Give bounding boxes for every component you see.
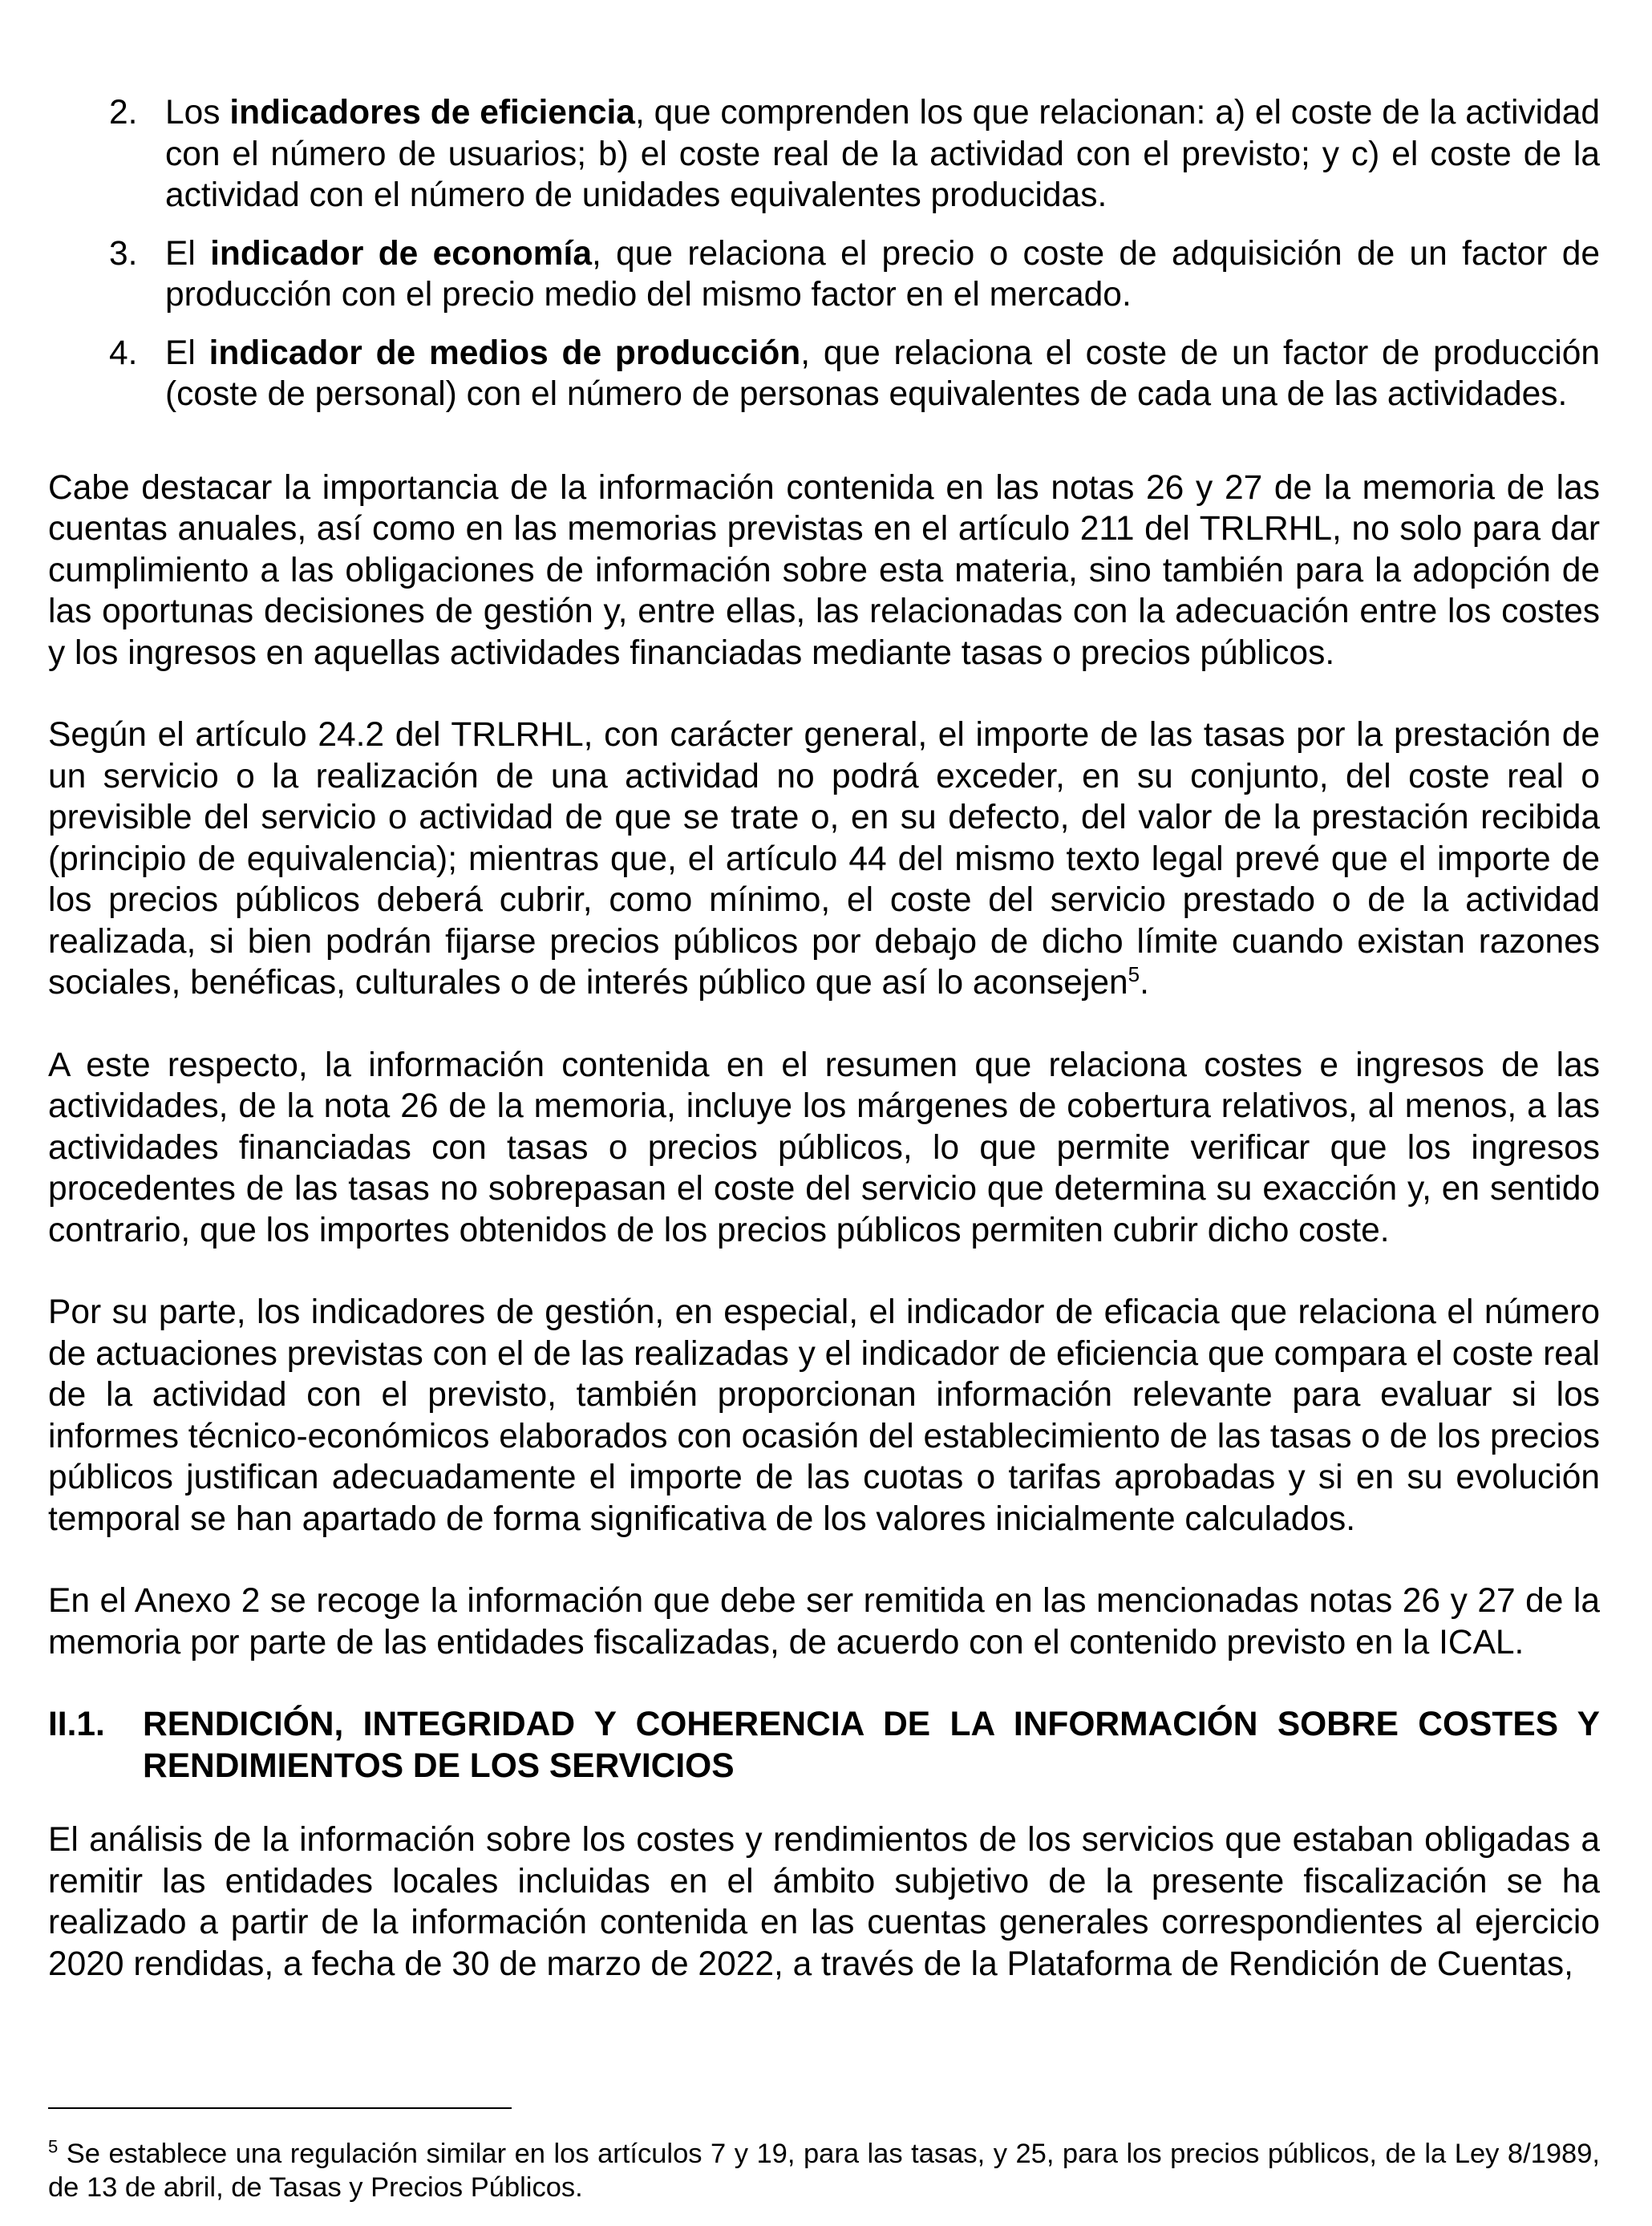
paragraph-articulo-24: Según el artículo 24.2 del TRLRHL, con carácter general, el importe de las tasas por la prestación de un servicio o la realización de una actividad no podrá exceder, en su conjunto, del coste real o previsible del servicio o actividad de que se trate o, en su defecto, del valor de la prestación recibida (principio de equivalencia); mientras que, el artículo 44 del mismo texto legal prevé que el importe de los precios públicos deberá cubrir, como mínimo, el coste del servicio prestado o de la actividad realizada, si bien podrán fijarse precios públicos por debajo de dicho límite cuando existan razones sociales, benéficas, culturales o de interés público que así lo aconsejen$^5$. bbox=[48, 716, 1600, 1002]
list-item-text: Los indicadores de eficiencia, que comprenden los que relacionan: a) el coste de la actividad con el número de usuarios; b) el coste real de la actividad con el previsto; y c) el coste de la actividad con el número de unidades equivalentes producidas. bbox=[165, 94, 1600, 214]
section-number: II.1. bbox=[48, 1706, 105, 1743]
list-item bbox=[48, 233, 1600, 316]
section-body: El análisis de la información sobre los costes y rendimientos de los servicios que estaban obligadas a remitir las entidades locales incluidas en el ámbito subjetivo de la presente fiscalización se ha realizado a partir de la información contenida en las cuentas generales correspondientes al ejercicio 2020 rendidas, a fecha de 30 de marzo de 2022, a través de la Plataforma de Rendición de Cuentas, bbox=[48, 1821, 1600, 1983]
footnote-text: Se establece una regulación similar en los artículos 7 y 19, para las tasas, y 25, para los precios públicos, de la Ley 8/1989, de 13 de abril, de Tasas y Precios Públicos. bbox=[48, 2139, 1600, 2203]
list-item-text: El indicador de economía, que relaciona el precio o coste de adquisición de un factor de producción con el precio medio del mismo factor en el mercado. bbox=[165, 234, 1600, 314]
list-item bbox=[48, 92, 1600, 217]
list-item bbox=[48, 333, 1600, 415]
list-item-number: 2. bbox=[109, 94, 138, 132]
section-title: RENDICIÓN, INTEGRIDAD Y COHERENCIA DE LA INFORMACIÓN SOBRE COSTES Y RENDIMIENTOS DE LOS SERVICIOS bbox=[143, 1706, 1600, 1785]
paragraph-margenes-cobertura: A este respecto, la información contenida en el resumen que relaciona costes e ingresos de las actividades, de la nota 26 de la memoria, incluye los márgenes de cobertura relativos, al menos, a las actividades financiadas con tasas o precios públicos, lo que permite verificar que los ingresos procedentes de las tasas no sobrepasan el coste del servicio que determina su exacción y, en sentido contrario, que los importes obtenidos de los precios públicos permiten cubrir dicho coste. bbox=[48, 1046, 1600, 1249]
indicator-list bbox=[48, 92, 1600, 415]
list-item-number: 4. bbox=[109, 334, 138, 372]
footnote-separator bbox=[48, 2107, 512, 2109]
paragraph-anexo-2: En el Anexo 2 se recoge la información que debe ser remitida en las mencionadas notas 26 y 27 de la memoria por parte de las entidades fiscalizadas, de acuerdo con el contenido previsto en la ICAL. bbox=[48, 1582, 1600, 1661]
list-item-term: indicador de economía bbox=[210, 234, 592, 273]
list-item-text: El indicador de medios de producción, que relaciona el coste de un factor de producción (coste de personal) con el número de personas equivalentes de cada una de las actividades. bbox=[165, 334, 1600, 413]
list-item-term: indicador de medios de producción bbox=[209, 334, 801, 372]
paragraph-indicadores-gestion: Por su parte, los indicadores de gestión, en especial, el indicador de eficacia que relaciona el número de actuaciones previstas con el de las realizadas y el indicador de eficiencia que compara el coste real de la actividad con el previsto, también proporcionan información relevante para evaluar si los informes técnico-económicos elaborados con ocasión del establecimiento de las tasas o de los precios públicos justifican adecuadamente el importe de las cuotas o tarifas aprobadas y si en su evolución temporal se han apartado de forma significativa de los valores inicialmente calculados. bbox=[48, 1293, 1600, 1538]
footnote-reference[interactable]: 5 bbox=[1128, 961, 1140, 986]
section-heading bbox=[48, 1704, 1600, 1787]
list-item-number: 3. bbox=[109, 234, 138, 273]
footnote bbox=[48, 2137, 1600, 2204]
footnote-marker: 5 bbox=[48, 2136, 59, 2157]
paragraph-notas-importancia: Cabe destacar la importancia de la información contenida en las notas 26 y 27 de la memoria de las cuentas anuales, así como en las memorias previstas en el artículo 211 del TRLRHL, no solo para dar cumplimiento a las obligaciones de información sobre esta materia, sino también para la adopción de las oportunas decisiones de gestión y, entre ellas, las relacionadas con la adecuación entre los costes y los ingresos en aquellas actividades financiadas mediante tasas o precios públicos. bbox=[48, 468, 1600, 672]
list-item-term: indicadores de eficiencia bbox=[229, 94, 635, 132]
document-page bbox=[48, 92, 1600, 1985]
